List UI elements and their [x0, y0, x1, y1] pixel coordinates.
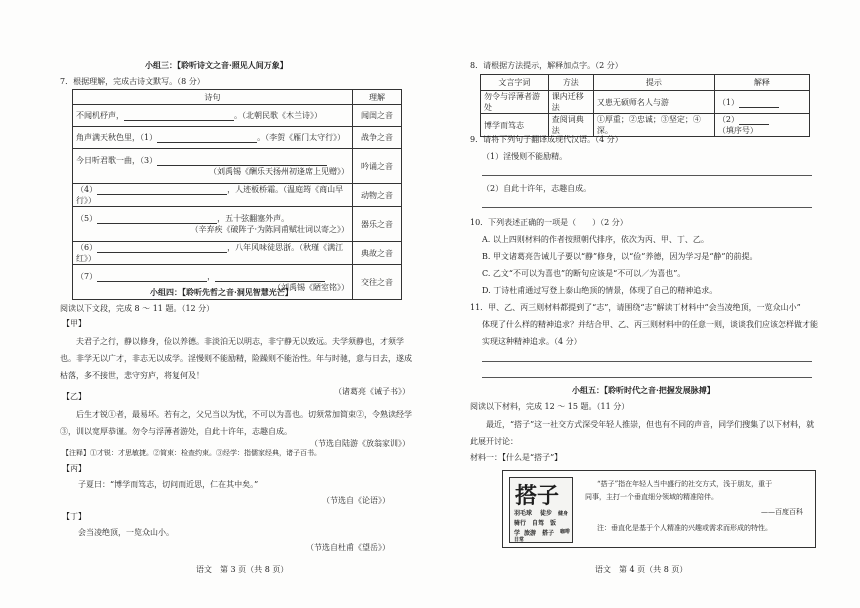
- poem-row-source: （刘禹锡《酬乐天扬州初逢席上见赠》）: [209, 167, 349, 176]
- poem-row: [73, 207, 402, 242]
- answer-number: （1）: [717, 97, 739, 107]
- passage-yi-source: （节选自陆游《放翁家训》）: [310, 439, 410, 448]
- answer-line[interactable]: [482, 175, 812, 176]
- poem-row: [73, 105, 402, 127]
- method-table: [480, 74, 810, 137]
- poem-header-understanding: 理解: [353, 90, 402, 105]
- group4-heading: 小组四：【聆听先哲之音·洞见智慧光芒】: [150, 287, 293, 297]
- answer-blank[interactable]: [97, 272, 207, 282]
- dazi-word: 搭子: [542, 530, 555, 537]
- dazi-logo: [509, 477, 573, 543]
- dazi-note: 注：垂直化是基于个人精准的兴趣或需求而形成的特性。: [597, 524, 772, 532]
- dazi-word: 日常: [514, 537, 525, 543]
- question-8: 8．请根据方法提示，解释加点字。（2 分）: [470, 61, 623, 70]
- option-c: C. 乙文“不可以为喜也”的断句应该是“不可以／为喜也”。: [482, 269, 686, 278]
- passage-yi-text: 后生才锐①者，最易坏。若有之，父兄当以为忧，不可以为喜也。切须常加简束②，令熟读经学③，训以宽厚恭谨。勿令与浮薄者游处，自此十许年，志趣自成。: [60, 410, 412, 436]
- passage-jia-text: 夫君子之行，静以修身，俭以养德。非淡泊无以明志，非宁静无以致远。夫学须静也，才须学也。非学无以广才，非志无以成学。淫慢则不能励精，险躁则不能治性。年与时驰，意与日去，遂成枯落，多不接世，悲守穷庐，将复何及！: [60, 337, 412, 380]
- answer-blank[interactable]: [739, 115, 769, 125]
- passage-jia-label: 【甲】: [62, 319, 86, 328]
- method-cell-word: 勿令与浮薄者游处: [481, 91, 549, 114]
- dazi-word: 徒步: [540, 510, 553, 517]
- poem-header-verse: 诗句: [73, 90, 353, 105]
- poem-row-source: （刘禹锡《陋室铭》）: [273, 283, 349, 292]
- reading-intro-2: 阅读以下材料，完成 12 ～ 15 题。（11 分）: [470, 402, 630, 411]
- passage-bing-text: 子夏曰：“博学而笃志，切问而近思，仁在其中矣。”: [78, 480, 259, 489]
- dazi-source: ——百度百科: [761, 508, 803, 516]
- poem-row-text: 不闻机杼声，: [76, 111, 124, 120]
- poem-row-category: 吟诵之音: [353, 149, 402, 184]
- passage-bing-label: 【丙】: [62, 464, 86, 473]
- question-11-line1: 11．甲、乙、丙三则材料都提到了“志”，请围绕“志”解读丁材料中“会当凌绝顶，一览众山小”: [470, 303, 801, 312]
- poem-row-category: 器乐之音: [353, 207, 402, 242]
- dazi-word: 学: [514, 530, 521, 537]
- poem-row-source: （辛弃疾《破阵子·为陈同甫赋壮词以寄之》）: [190, 225, 349, 234]
- dazi-definition-1: “搭子”指在年轻人当中盛行的社交方式，浅于朋友，重于: [597, 480, 773, 488]
- poem-row-text: （4）: [76, 185, 98, 194]
- question-11-line2: 体现了什么样的精神追求？并结合甲、乙、丙三则材料中的任意一则，谈谈我们应该怎样做才能: [482, 320, 818, 329]
- answer-blank[interactable]: [739, 98, 779, 108]
- answer-blank[interactable]: [97, 214, 217, 224]
- answer-blank[interactable]: [124, 111, 234, 121]
- group3-heading: 小组三：【聆听诗文之音·照见人间万象】: [145, 60, 288, 70]
- answer-blank[interactable]: [97, 185, 227, 195]
- poem-row-source: ，五十弦翻塞外声。: [217, 214, 290, 223]
- poem-row-source: 。（李贺《雁门太守行》）: [257, 133, 346, 142]
- option-a: A. 以上四则材料的作者按照朝代排序，依次为丙、甲、丁、乙。: [482, 235, 709, 244]
- answer-line[interactable]: [482, 361, 812, 362]
- poem-row-source: 。（北朝民歌《木兰诗》）: [234, 111, 322, 120]
- poem-row-category: 典故之音: [353, 242, 402, 265]
- question-9-2: （2）自此十许年，志趣自成。: [482, 184, 592, 193]
- answer-blank[interactable]: [157, 133, 257, 143]
- answer-line[interactable]: [482, 377, 812, 378]
- page-footer: 语文 第 3 页（共 8 页）: [196, 565, 289, 574]
- passage-yi-note: 【注释】①才锐：才思敏捷。②简束：检查约束。③经学：指儒家经典，诸子百书。: [62, 449, 321, 457]
- poem-row-text: （5）: [76, 214, 98, 223]
- method-row: [481, 91, 810, 114]
- passage-jia-source: （诸葛亮《诫子书》）: [334, 387, 410, 396]
- poem-row-source: ，人迹板桥霜。（温庭筠《商山早行》）: [76, 185, 344, 205]
- page-footer: 语文 第 4 页（共 8 页）: [595, 565, 688, 574]
- answer-blank[interactable]: [157, 156, 327, 166]
- dazi-word: 自驾: [532, 520, 545, 527]
- poem-row-source: ，: [207, 272, 216, 281]
- poem-row-source: ，八年风味徒思浙。（秋瑾《满江红》）: [76, 243, 344, 263]
- poem-row-text: （7）: [76, 272, 98, 281]
- intro-paragraph-2: 此展开讨论：: [470, 437, 518, 446]
- method-cell-explain: [714, 114, 809, 137]
- question-10: 10．下列表述正确的一项是（ ）（2 分）: [470, 218, 628, 227]
- method-cell-hint: ①厚重；②忠诚；③坚定；④深。: [593, 114, 714, 137]
- method-header-hint: 提示: [593, 75, 714, 91]
- dazi-definition-2: 同事，主打一个垂直细分领域的精准陪伴。: [585, 493, 718, 501]
- option-b: B. 甲文诸葛亮告诫儿子要以“静”修身，以“俭”养德，因为学习是“静”的前提。: [482, 252, 758, 261]
- poem-row-category: 交往之音: [353, 265, 402, 300]
- intro-paragraph-1: 最近，“搭子”这一社交方式深受年轻人推崇，但也有不同的声音，同学们搜集了以下材料，就: [486, 420, 815, 429]
- poem-row: [73, 184, 402, 207]
- answer-blank[interactable]: [97, 243, 227, 253]
- passage-yi-label: 【乙】: [62, 392, 86, 401]
- reading-intro: 阅读以下文段，完成 8 ～ 11 题。（12 分）: [60, 304, 215, 313]
- poem-row: [73, 149, 402, 184]
- material1-label: 材料一：【什么是“搭子”】: [470, 453, 563, 462]
- method-cell-hint: 又患无硕师名人与游: [593, 91, 714, 114]
- poem-row: [73, 242, 402, 265]
- question-9-1: （1）淫慢则不能励精。: [482, 152, 568, 161]
- method-cell-method: 课内迁移法: [548, 91, 593, 114]
- poem-row-text: 今日听君歌一曲，（3）: [76, 156, 158, 165]
- question-7: 7．根据理解，完成古诗文默写。（8 分）: [60, 77, 205, 86]
- passage-ding-text: 会当凌绝顶，一览众山小。: [78, 528, 174, 537]
- passage-bing-source: （节选自《论语》）: [322, 496, 390, 505]
- answer-hint: （填序号）: [717, 126, 758, 135]
- dazi-logo-title: 搭子: [515, 483, 560, 509]
- poem-row-text: （6）: [76, 243, 98, 252]
- question-9: 9．请将下列句子翻译成现代汉语。（4 分）: [470, 135, 623, 144]
- poem-row-text: 角声满天秋色里，（1）: [76, 133, 158, 142]
- option-d: D. 丁诗杜甫通过写登上泰山绝顶的情景，体现了自己的精神追求。: [482, 286, 718, 295]
- method-cell-method: 查阅词典法: [548, 114, 593, 137]
- answer-line[interactable]: [482, 207, 812, 208]
- material1-figure: [502, 470, 816, 548]
- passage-ding-source: （节选自杜甫《望岳》）: [306, 543, 390, 552]
- dazi-word: 骑行: [514, 520, 527, 527]
- right-page: [430, 0, 860, 608]
- method-header-explain: 解释: [714, 75, 809, 91]
- group5-heading: 小组五：【聆听时代之音·把握发展脉搏】: [572, 385, 715, 395]
- question-11-line3: 实现这种精神追求。（4 分）: [482, 337, 582, 346]
- dazi-word: 咖啡: [560, 529, 571, 535]
- dazi-word: 旅游: [524, 530, 537, 537]
- poem-row: [73, 127, 402, 149]
- method-header-method: 方法: [548, 75, 593, 91]
- passage-ding-label: 【丁】: [62, 512, 86, 521]
- dazi-word: 健身: [558, 511, 569, 517]
- poem-table: [72, 89, 402, 300]
- dazi-word: 羽毛球: [514, 510, 533, 517]
- poem-row-category: 动物之音: [353, 184, 402, 207]
- method-cell-word: 博学而笃志: [481, 114, 549, 137]
- answer-number: （2）: [717, 115, 739, 124]
- poem-row-category: 闻闺之音: [353, 105, 402, 127]
- method-header-word: 文言字词: [481, 75, 549, 91]
- answer-blank[interactable]: [215, 272, 325, 282]
- dazi-word: 饭: [550, 520, 557, 527]
- poem-row-category: 战争之音: [353, 127, 402, 149]
- method-cell-explain: [714, 91, 809, 114]
